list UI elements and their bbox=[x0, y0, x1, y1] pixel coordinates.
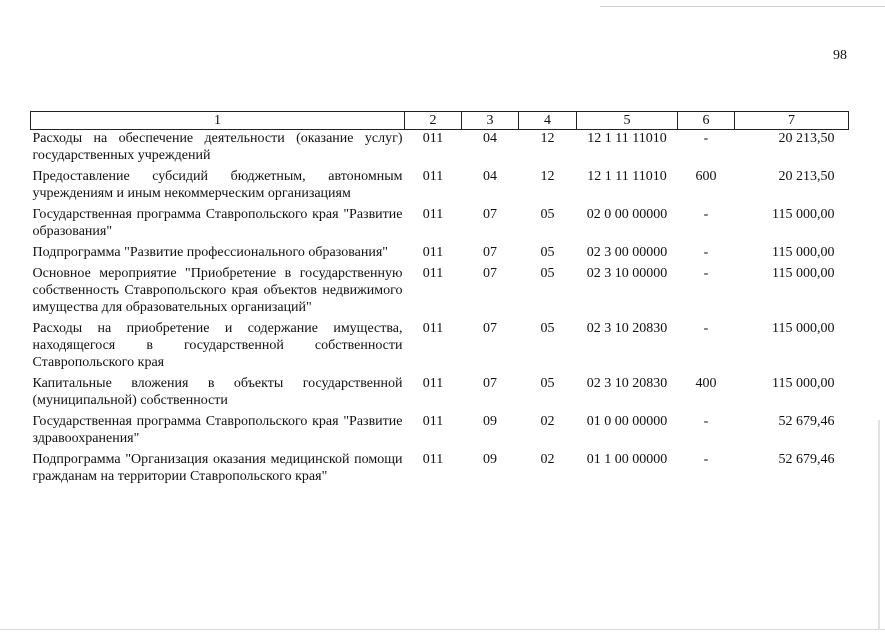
section-code: 04 bbox=[483, 131, 497, 146]
target-item-code: 02 3 10 00000 bbox=[586, 266, 668, 281]
target-item-code: 01 1 00 00000 bbox=[586, 452, 668, 467]
amount: 52 679,46 bbox=[778, 452, 835, 467]
amount: 115 000,00 bbox=[772, 266, 835, 281]
section-code: 07 bbox=[483, 321, 497, 336]
expense-name: Капитальные вложения в объекты государственной (муниципальной) собственности bbox=[32, 376, 403, 408]
table-row bbox=[31, 130, 849, 169]
table-row bbox=[31, 451, 849, 489]
expense-name: Государственная программа Ставропольского края "Развитие здравоохранения" bbox=[32, 414, 403, 446]
subsection-code: 05 bbox=[540, 207, 555, 222]
column-header: 2 bbox=[405, 112, 462, 130]
subsection-code: 02 bbox=[540, 414, 555, 429]
subsection-code: 12 bbox=[540, 131, 555, 146]
target-item-code: 02 0 00 00000 bbox=[586, 207, 668, 222]
expense-name: Расходы на обеспечение деятельности (оказание услуг) государственных учреждений bbox=[32, 131, 403, 163]
table-row bbox=[31, 206, 849, 244]
section-code: 09 bbox=[483, 452, 497, 467]
table-row bbox=[31, 265, 849, 320]
section-code: 07 bbox=[483, 376, 497, 391]
target-item-code: 02 3 10 20830 bbox=[586, 321, 668, 336]
expense-type-code: - bbox=[703, 321, 709, 336]
amount: 115 000,00 bbox=[772, 321, 835, 336]
column-header: 4 bbox=[519, 112, 577, 130]
subsection-code: 12 bbox=[540, 169, 555, 184]
page-number: 98 bbox=[833, 48, 847, 63]
target-item-code: 02 3 00 00000 bbox=[586, 245, 668, 260]
column-header: 5 bbox=[577, 112, 678, 130]
table-row bbox=[31, 244, 849, 265]
table-row bbox=[31, 320, 849, 375]
column-header: 7 bbox=[735, 112, 849, 130]
expense-type-code: - bbox=[703, 131, 709, 146]
amount: 115 000,00 bbox=[772, 376, 835, 391]
budget-table bbox=[30, 111, 849, 489]
section-code: 07 bbox=[483, 245, 497, 260]
ministry-code: 011 bbox=[422, 131, 444, 146]
table-body bbox=[31, 130, 849, 490]
expense-name: Государственная программа Ставропольского края "Развитие образования" bbox=[32, 207, 403, 239]
table-header bbox=[31, 112, 849, 130]
expense-type-code: - bbox=[703, 207, 709, 222]
amount: 115 000,00 bbox=[772, 245, 835, 260]
table-row bbox=[31, 375, 849, 413]
scan-artifact-line bbox=[0, 629, 885, 630]
ministry-code: 011 bbox=[422, 245, 444, 260]
expense-type-code: - bbox=[703, 414, 709, 429]
expense-type-code: - bbox=[703, 452, 709, 467]
ministry-code: 011 bbox=[422, 207, 444, 222]
target-item-code: 12 1 11 11010 bbox=[587, 169, 667, 184]
expense-name: Подпрограмма "Развитие профессионального образования" bbox=[32, 245, 388, 260]
scan-artifact-edge bbox=[878, 420, 880, 630]
ministry-code: 011 bbox=[422, 414, 444, 429]
amount: 20 213,50 bbox=[778, 131, 835, 146]
subsection-code: 02 bbox=[540, 452, 555, 467]
expense-type-code: 400 bbox=[695, 376, 717, 391]
scan-artifact-line bbox=[600, 6, 885, 7]
table-row bbox=[31, 413, 849, 451]
amount: 115 000,00 bbox=[772, 207, 835, 222]
ministry-code: 011 bbox=[422, 321, 444, 336]
ministry-code: 011 bbox=[422, 266, 444, 281]
expense-name: Подпрограмма "Организация оказания медицинской помощи гражданам на территории Ставропольского края" bbox=[32, 452, 403, 484]
column-header: 6 bbox=[678, 112, 735, 130]
subsection-code: 05 bbox=[540, 266, 555, 281]
subsection-code: 05 bbox=[540, 245, 555, 260]
target-item-code: 02 3 10 20830 bbox=[586, 376, 668, 391]
expense-name: Расходы на приобретение и содержание имущества, находящегося в государственной собственности Ставропольского края bbox=[32, 321, 403, 370]
ministry-code: 011 bbox=[422, 169, 444, 184]
amount: 20 213,50 bbox=[778, 169, 835, 184]
section-code: 07 bbox=[483, 266, 497, 281]
section-code: 04 bbox=[483, 169, 497, 184]
column-header: 3 bbox=[462, 112, 519, 130]
table-row bbox=[31, 168, 849, 206]
target-item-code: 01 0 00 00000 bbox=[586, 414, 668, 429]
expense-type-code: - bbox=[703, 266, 709, 281]
column-header: 1 bbox=[31, 112, 405, 130]
section-code: 07 bbox=[483, 207, 497, 222]
subsection-code: 05 bbox=[540, 376, 555, 391]
expense-type-code: - bbox=[703, 245, 709, 260]
expense-name: Предоставление субсидий бюджетным, автономным учреждениям и иным некоммерческим организациям bbox=[32, 169, 403, 201]
expense-type-code: 600 bbox=[695, 169, 717, 184]
section-code: 09 bbox=[483, 414, 497, 429]
target-item-code: 12 1 11 11010 bbox=[587, 131, 667, 146]
amount: 52 679,46 bbox=[778, 414, 835, 429]
ministry-code: 011 bbox=[422, 376, 444, 391]
expense-name: Основное мероприятие "Приобретение в государственную собственность Ставропольского края объектов недвижимого имущества для образовательных организаций" bbox=[32, 266, 403, 315]
subsection-code: 05 bbox=[540, 321, 555, 336]
ministry-code: 011 bbox=[422, 452, 444, 467]
